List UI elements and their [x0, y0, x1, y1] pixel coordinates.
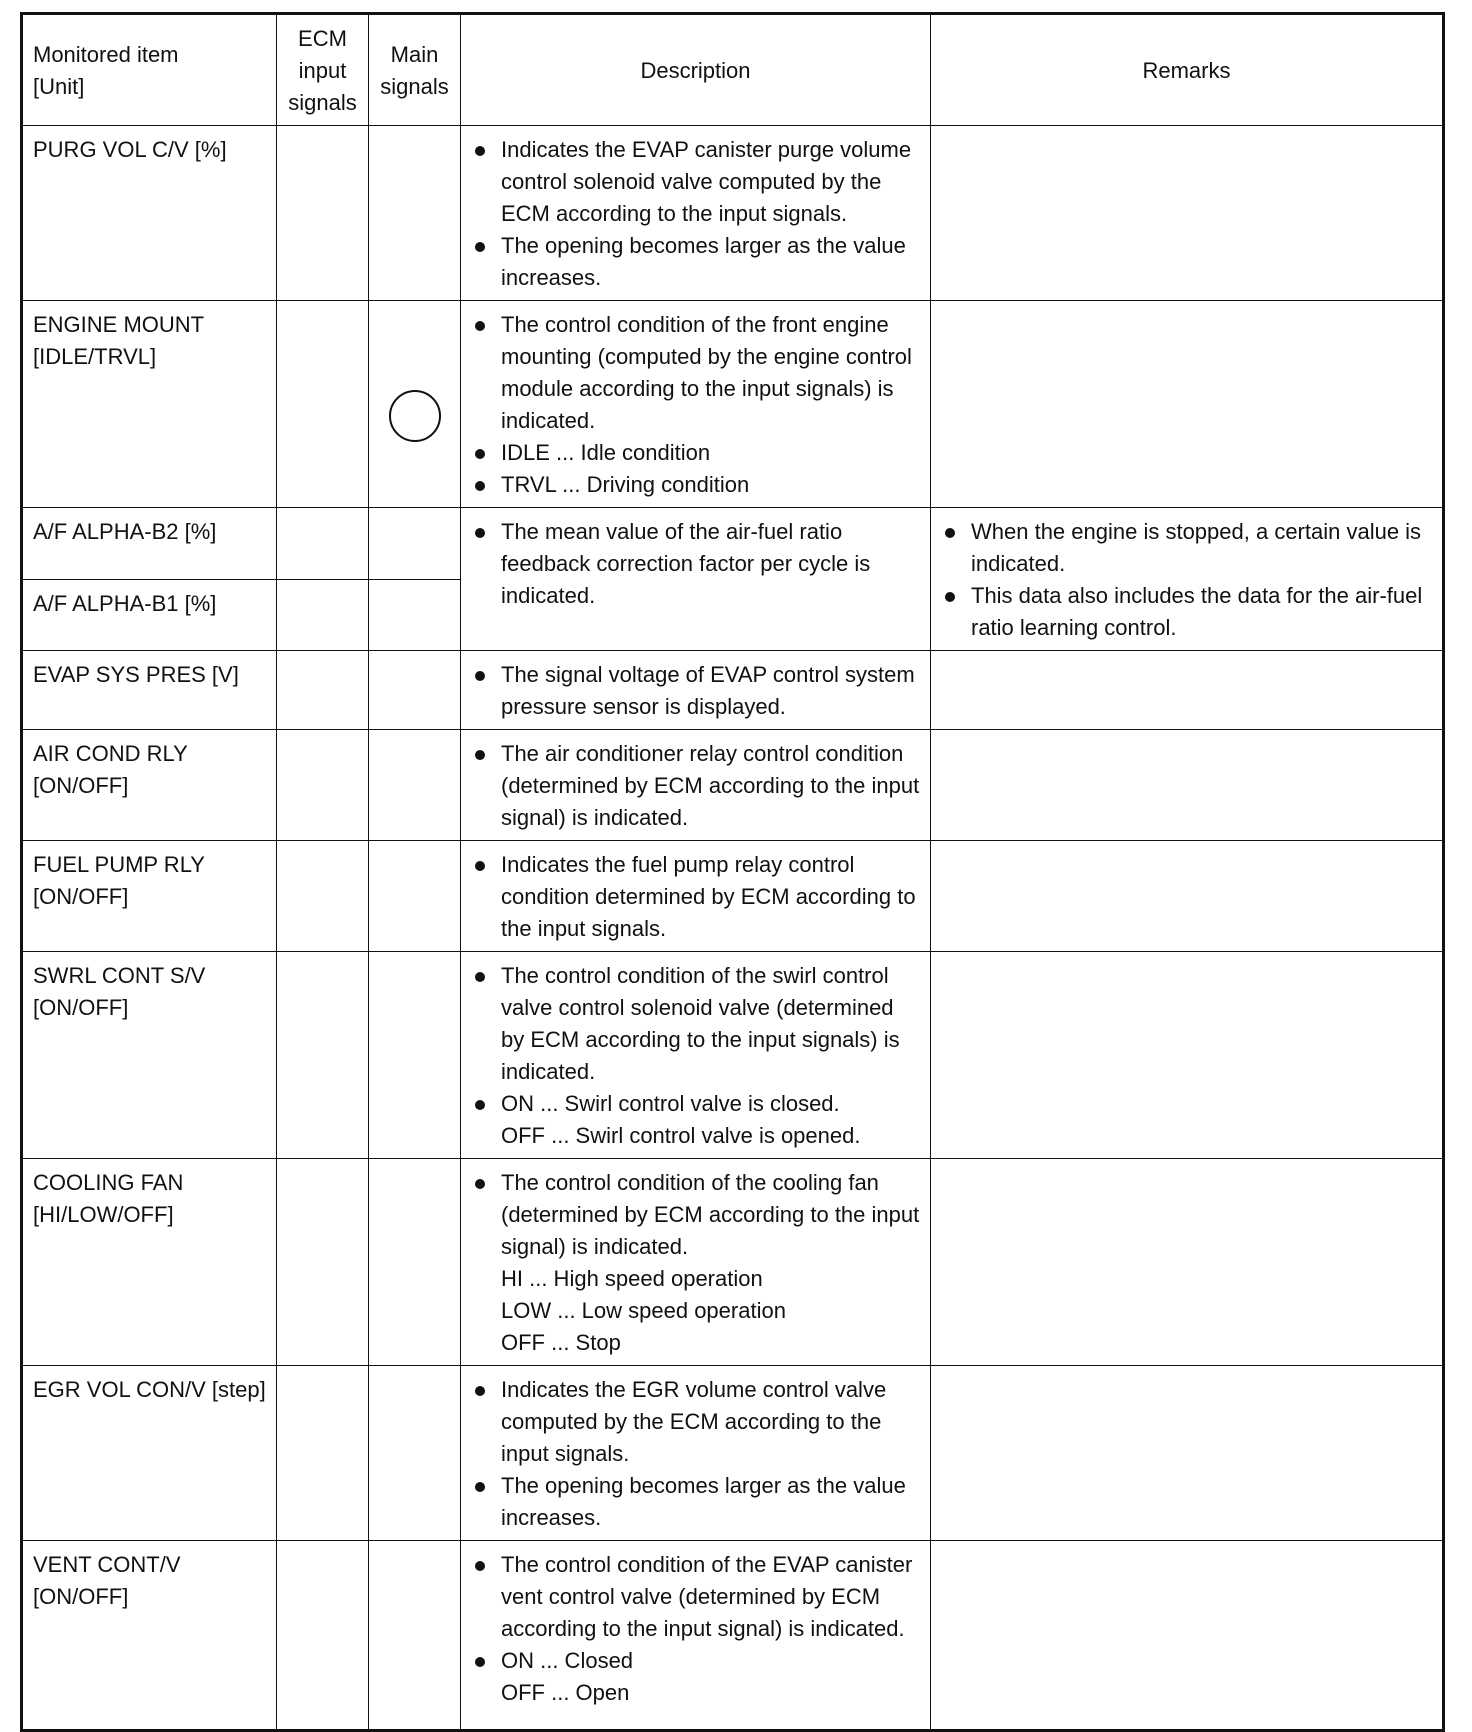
ecm-input-cell	[277, 952, 369, 1159]
list-item: TRVL ... Driving condition	[471, 469, 920, 501]
ecm-input-cell	[277, 1366, 369, 1541]
table-row	[22, 126, 1444, 301]
header-ecm-input-signals: ECM input signals	[277, 14, 369, 126]
bullet-icon	[475, 321, 485, 331]
header-main-signals: Main signals	[369, 14, 461, 126]
description-cell	[461, 952, 931, 1159]
ecm-input-cell	[277, 651, 369, 730]
bullet-icon	[475, 1100, 485, 1110]
list-item: The control condition of the EVAP canister vent control valve (determined by ECM according to the input signal) is indicated.	[471, 1549, 920, 1645]
monitored-item: FUEL PUMP RLY [ON/OFF]	[22, 841, 277, 952]
bullet-icon	[475, 242, 485, 252]
list-item: OFF ... Stop	[501, 1330, 621, 1355]
list-item: OFF ... Open	[501, 1680, 630, 1705]
ecm-input-cell	[277, 841, 369, 952]
list-item: The mean value of the air-fuel ratio feedback correction factor per cycle is indicated.	[471, 516, 920, 612]
monitored-item: EGR VOL CON/V [step]	[22, 1366, 277, 1541]
bullet-icon	[475, 750, 485, 760]
description-cell	[461, 126, 931, 301]
bullet-icon	[475, 481, 485, 491]
description-cell	[461, 1366, 931, 1541]
main-signal-cell	[369, 651, 461, 730]
ecm-input-cell	[277, 1159, 369, 1366]
main-signal-cell	[369, 579, 461, 651]
main-signal-cell	[369, 1159, 461, 1366]
description-cell	[461, 1541, 931, 1731]
list-item: This data also includes the data for the air-fuel ratio learning control.	[941, 580, 1432, 644]
bullet-icon	[475, 1657, 485, 1667]
description-cell	[461, 1159, 931, 1366]
table-row	[22, 1366, 1444, 1541]
table-row	[22, 508, 1444, 580]
remarks-cell	[931, 301, 1444, 508]
list-item: Indicates the EVAP canister purge volume control solenoid valve computed by the ECM according to the input signals.	[471, 134, 920, 230]
remarks-cell	[931, 730, 1444, 841]
list-item: The signal voltage of EVAP control system pressure sensor is displayed.	[471, 659, 920, 723]
table-row	[22, 841, 1444, 952]
bullet-icon	[945, 528, 955, 538]
monitor-table-page	[20, 12, 1442, 1732]
main-signal-cell	[369, 126, 461, 301]
monitored-item: PURG VOL C/V [%]	[22, 126, 277, 301]
list-item: Indicates the fuel pump relay control condition determined by ECM according to the input signals.	[471, 849, 920, 945]
main-signal-cell	[369, 301, 461, 508]
description-cell	[461, 301, 931, 508]
ecm-input-cell	[277, 301, 369, 508]
table-row	[22, 730, 1444, 841]
description-cell	[461, 508, 931, 651]
header-remarks: Remarks	[931, 14, 1444, 126]
monitored-item: ENGINE MOUNT [IDLE/TRVL]	[22, 301, 277, 508]
header-row	[22, 14, 1444, 126]
main-signal-cell	[369, 1366, 461, 1541]
monitored-item: COOLING FAN [HI/LOW/OFF]	[22, 1159, 277, 1366]
remarks-cell	[931, 1159, 1444, 1366]
list-item: IDLE ... Idle condition	[471, 437, 920, 469]
table-row	[22, 301, 1444, 508]
list-item: LOW ... Low speed operation	[501, 1298, 786, 1323]
remarks-cell	[931, 508, 1444, 651]
remarks-cell	[931, 126, 1444, 301]
description-cell	[461, 841, 931, 952]
list-item: Indicates the EGR volume control valve computed by the ECM according to the input signals.	[471, 1374, 920, 1470]
bullet-icon	[475, 449, 485, 459]
table-row	[22, 1541, 1444, 1731]
list-item: HI ... High speed operation	[501, 1266, 763, 1291]
monitored-item: EVAP SYS PRES [V]	[22, 651, 277, 730]
list-item: ON ... Swirl control valve is closed.	[471, 1088, 920, 1120]
monitored-item: A/F ALPHA-B1 [%]	[22, 579, 277, 651]
main-signal-cell	[369, 841, 461, 952]
ecm-input-cell	[277, 126, 369, 301]
monitored-item: SWRL CONT S/V [ON/OFF]	[22, 952, 277, 1159]
remarks-cell	[931, 841, 1444, 952]
bullet-icon	[475, 1561, 485, 1571]
main-signal-cell	[369, 952, 461, 1159]
description-cell	[461, 730, 931, 841]
table-row	[22, 1159, 1444, 1366]
list-item: OFF ... Swirl control valve is opened.	[501, 1123, 861, 1148]
list-item: The air conditioner relay control condition (determined by ECM according to the input signal) is indicated.	[471, 738, 920, 834]
header-description: Description	[461, 14, 931, 126]
ecm-input-cell	[277, 1541, 369, 1731]
bullet-icon	[475, 972, 485, 982]
main-signal-cell	[369, 508, 461, 580]
main-signal-cell	[369, 730, 461, 841]
monitored-item: VENT CONT/V [ON/OFF]	[22, 1541, 277, 1731]
remarks-cell	[931, 1541, 1444, 1731]
monitored-item: AIR COND RLY [ON/OFF]	[22, 730, 277, 841]
list-item: The control condition of the cooling fan (determined by ECM according to the input signal) is indicated.	[471, 1167, 920, 1263]
bullet-icon	[475, 528, 485, 538]
main-signal-cell	[369, 1541, 461, 1731]
bullet-icon	[945, 592, 955, 602]
list-item: The opening becomes larger as the value increases.	[471, 1470, 920, 1534]
remarks-cell	[931, 952, 1444, 1159]
bullet-icon	[475, 1386, 485, 1396]
table-row	[22, 952, 1444, 1159]
bullet-icon	[475, 1482, 485, 1492]
ecm-input-cell	[277, 730, 369, 841]
bullet-icon	[475, 1179, 485, 1189]
data-monitor-table	[20, 12, 1445, 1732]
remarks-cell	[931, 651, 1444, 730]
header-monitored-item: Monitored item [Unit]	[22, 14, 277, 126]
description-cell	[461, 651, 931, 730]
list-item: The control condition of the swirl control valve control solenoid valve (determined by ECM according to the input signals) is indicated.	[471, 960, 920, 1088]
table-row	[22, 651, 1444, 730]
bullet-icon	[475, 146, 485, 156]
bullet-icon	[475, 861, 485, 871]
list-item: ON ... Closed	[471, 1645, 920, 1677]
list-item: The control condition of the front engine mounting (computed by the engine control module according to the input signals) is indicated.	[471, 309, 920, 437]
list-item: The opening becomes larger as the value increases.	[471, 230, 920, 294]
ecm-input-cell	[277, 579, 369, 651]
ecm-input-cell	[277, 508, 369, 580]
monitored-item: A/F ALPHA-B2 [%]	[22, 508, 277, 580]
list-item: When the engine is stopped, a certain value is indicated.	[941, 516, 1432, 580]
main-signal-circle-icon	[389, 390, 441, 442]
remarks-cell	[931, 1366, 1444, 1541]
bullet-icon	[475, 671, 485, 681]
